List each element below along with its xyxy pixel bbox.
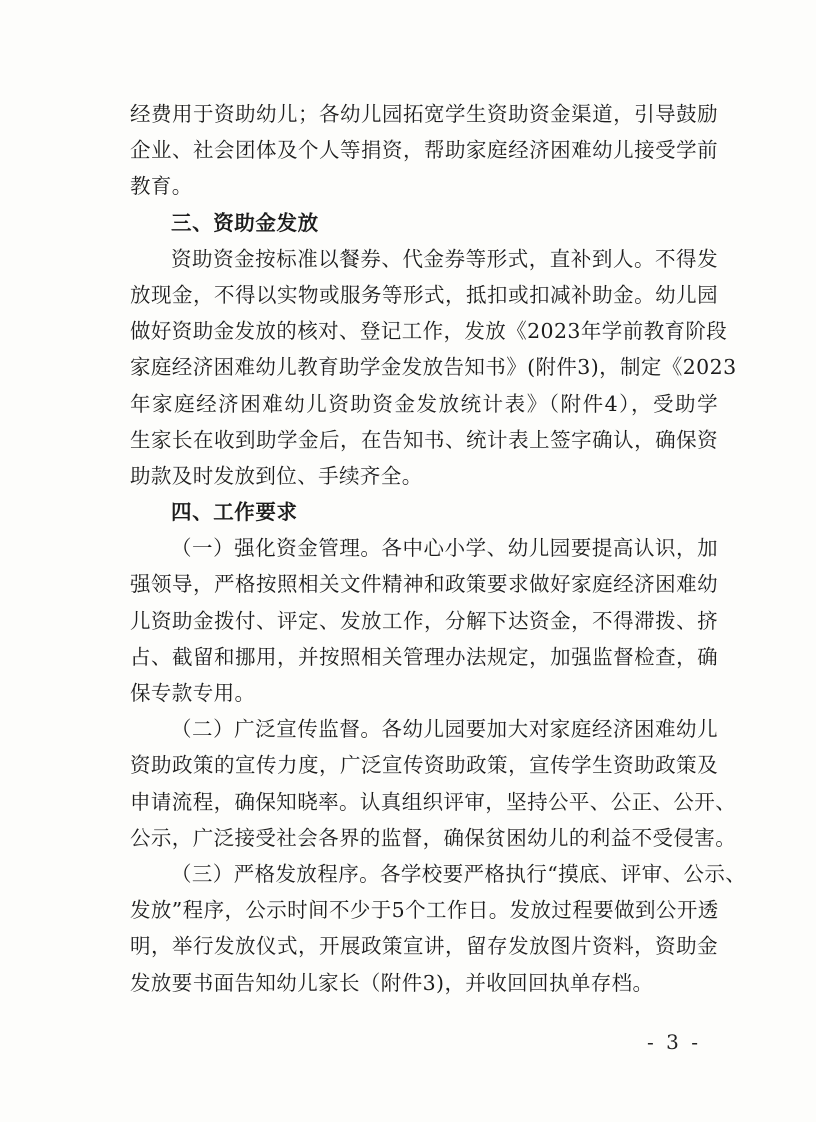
text-line: 资助资金按标准以餐券、代金券等形式，直补到人。不得发 [171,246,718,271]
text-line: 资助政策的宣传力度，广泛宣传资助政策，宣传学生资助政策及 [130,753,718,778]
text-line: （二）广泛宣传监督。各幼儿园要加大对家庭经济困难幼儿 [171,717,718,742]
disbursement-paragraph [130,241,737,494]
text-line: （三）严格发放程序。各学校要严格执行“摸底、评审、公示、 [171,861,747,886]
text-line: 放现金，不得以实物或服务等形式，抵扣或扣减补助金。幼儿园 [130,282,718,307]
text-line: 生家长在收到助学金后，在告知书、统计表上签字确认，确保资 [130,427,718,452]
page-number: - 3 - [647,1030,701,1054]
text-line: 占、截留和挪用，并按照相关管理办法规定，加强监督检查，确 [130,644,718,669]
text-line: 教育。 [130,174,193,199]
section-heading-disbursement: 三、资助金发放 [171,210,319,235]
text-line: 公示，广泛接受社会各界的监督，确保贫困幼儿的利益不受侵害。 [130,825,737,850]
text-line: 发放要书面告知幼儿家长（附件3)，并收回回执单存档。 [130,970,654,995]
text-line: 儿资助金拨付、评定、发放工作，分解下达资金，不得滞拨、挤 [130,608,718,633]
text-line: 家庭经济困难幼儿教育助学金发放告知书》(附件3)，制定《2023 [130,355,737,380]
requirement-paragraph-publicity [130,711,737,856]
text-line: 助款及时发放到位、手续齐全。 [130,463,423,488]
text-line: 年家庭经济困难幼儿资助资金发放统计表》（附件4），受助学 [130,391,718,416]
text-line: （一）强化资金管理。各中心小学、幼儿园要提高认识，加 [171,536,718,561]
text-line: 保专款专用。 [130,681,256,705]
text-line: 强领导，严格按照相关文件精神和政策要求做好家庭经济困难幼 [130,572,718,597]
text-line: 发放”程序，公示时间不少于5个工作日。发放过程要做到公开透 [130,898,719,923]
requirement-paragraph-procedure [130,856,747,1001]
requirement-paragraph-funds [130,530,718,711]
text-line: 经费用于资助幼儿；各幼儿园拓宽学生资助资金渠道，引导鼓励 [130,102,718,126]
text-line: 申请流程，确保知晓率。认真组织评审，坚持公平、公正、公开、 [130,789,737,814]
text-line: 明，举行发放仪式，开展政策宣讲，留存发放图片资料，资助金 [130,934,718,959]
text-line: 做好资助金发放的核对、登记工作，发放《2023年学前教育阶段 [130,319,728,344]
text-line: 企业、社会团体及个人等捐资，帮助家庭经济困难幼儿接受学前 [130,138,718,163]
intro-paragraph [130,96,718,205]
document-body [130,96,747,1001]
section-heading-work-requirements: 四、工作要求 [171,500,298,525]
